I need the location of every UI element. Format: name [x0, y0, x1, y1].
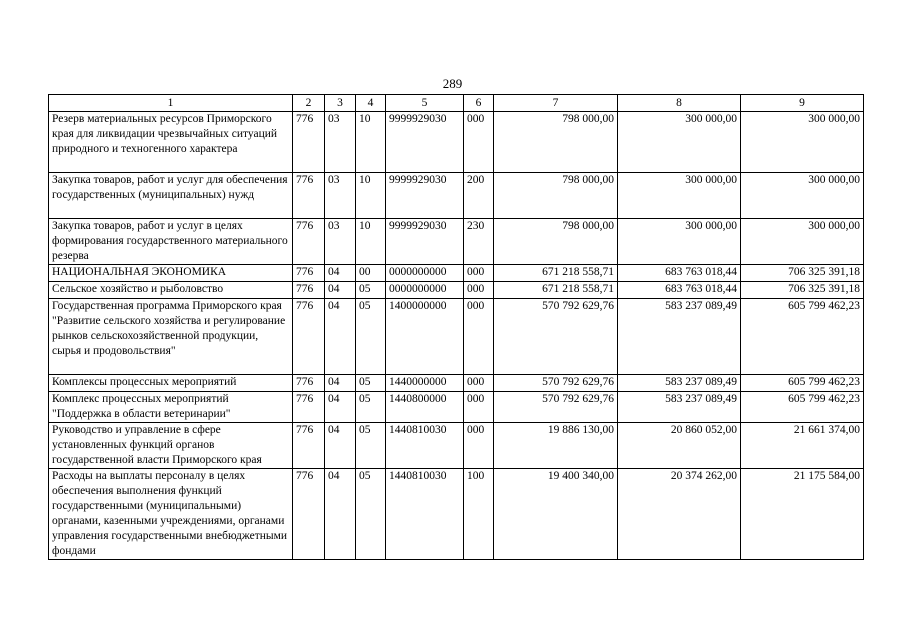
expense-name: Расходы на выплаты персоналу в целях обеспечения выполнения функций государственными (муниципальными) органами, казенными учреждениями, органами управления государственными внебюджетными фондами: [49, 469, 293, 560]
subsection-code: 05: [356, 282, 386, 299]
expense-name: Закупка товаров, работ и услуг в целях формирования государственного материального резерва: [49, 219, 293, 265]
grbs-code: 776: [293, 219, 325, 265]
column-header: 6: [464, 95, 494, 112]
expense-type-code: 000: [464, 265, 494, 282]
section-code: 03: [325, 112, 356, 173]
expense-type-code: 200: [464, 173, 494, 219]
amount-year-3: 21 661 374,00: [741, 423, 864, 469]
subsection-code: 05: [356, 423, 386, 469]
amount-year-3: 605 799 462,23: [741, 375, 864, 392]
section-code: 03: [325, 219, 356, 265]
expense-name: Руководство и управление в сфере установленных функций органов государственной власти Приморского края: [49, 423, 293, 469]
column-header: 3: [325, 95, 356, 112]
grbs-code: 776: [293, 375, 325, 392]
amount-year-2: 683 763 018,44: [618, 282, 741, 299]
amount-year-2: 20 860 052,00: [618, 423, 741, 469]
amount-year-2: 300 000,00: [618, 112, 741, 173]
grbs-code: 776: [293, 392, 325, 423]
amount-year-2: 20 374 262,00: [618, 469, 741, 560]
amount-year-3: 300 000,00: [741, 112, 864, 173]
grbs-code: 776: [293, 112, 325, 173]
target-article-code: 1400000000: [386, 299, 464, 375]
expense-name: Закупка товаров, работ и услуг для обеспечения государственных (муниципальных) нужд: [49, 173, 293, 219]
subsection-code: 05: [356, 299, 386, 375]
section-code: 04: [325, 282, 356, 299]
section-code: 04: [325, 265, 356, 282]
target-article-code: 0000000000: [386, 265, 464, 282]
amount-year-3: 605 799 462,23: [741, 392, 864, 423]
amount-year-1: 798 000,00: [494, 219, 618, 265]
amount-year-1: 671 218 558,71: [494, 265, 618, 282]
grbs-code: 776: [293, 469, 325, 560]
amount-year-2: 583 237 089,49: [618, 299, 741, 375]
expense-type-code: 000: [464, 299, 494, 375]
amount-year-1: 798 000,00: [494, 173, 618, 219]
section-code: 04: [325, 423, 356, 469]
amount-year-1: 570 792 629,76: [494, 375, 618, 392]
grbs-code: 776: [293, 282, 325, 299]
column-header: 8: [618, 95, 741, 112]
target-article-code: 0000000000: [386, 282, 464, 299]
amount-year-2: 583 237 089,49: [618, 392, 741, 423]
amount-year-1: 798 000,00: [494, 112, 618, 173]
table-row: [49, 423, 864, 469]
amount-year-2: 300 000,00: [618, 173, 741, 219]
grbs-code: 776: [293, 423, 325, 469]
budget-table: [48, 94, 864, 560]
target-article-code: 1440800000: [386, 392, 464, 423]
amount-year-1: 570 792 629,76: [494, 299, 618, 375]
subsection-code: 00: [356, 265, 386, 282]
amount-year-1: 19 400 340,00: [494, 469, 618, 560]
table-row: [49, 265, 864, 282]
subsection-code: 10: [356, 173, 386, 219]
table-row: [49, 299, 864, 375]
column-header: 1: [49, 95, 293, 112]
amount-year-1: 671 218 558,71: [494, 282, 618, 299]
table-row: [49, 219, 864, 265]
expense-name: Сельское хозяйство и рыболовство: [49, 282, 293, 299]
expense-type-code: 000: [464, 423, 494, 469]
amount-year-3: 706 325 391,18: [741, 282, 864, 299]
target-article-code: 1440810030: [386, 423, 464, 469]
amount-year-1: 570 792 629,76: [494, 392, 618, 423]
subsection-code: 10: [356, 219, 386, 265]
amount-year-3: 605 799 462,23: [741, 299, 864, 375]
column-header: 4: [356, 95, 386, 112]
table-row: [49, 392, 864, 423]
amount-year-3: 300 000,00: [741, 219, 864, 265]
column-header: 9: [741, 95, 864, 112]
section-code: 04: [325, 392, 356, 423]
grbs-code: 776: [293, 299, 325, 375]
table-row: [49, 282, 864, 299]
target-article-code: 9999929030: [386, 219, 464, 265]
grbs-code: 776: [293, 265, 325, 282]
subsection-code: 05: [356, 392, 386, 423]
expense-name: Государственная программа Приморского края "Развитие сельского хозяйства и регулирование рынков сельскохозяйственной продукции, сырья и продовольствия": [49, 299, 293, 375]
expense-name: Комплекс процессных мероприятий "Поддержка в области ветеринарии": [49, 392, 293, 423]
table-row: [49, 173, 864, 219]
amount-year-3: 21 175 584,00: [741, 469, 864, 560]
table-row: [49, 375, 864, 392]
expense-type-code: 000: [464, 112, 494, 173]
table-row: [49, 112, 864, 173]
target-article-code: 9999929030: [386, 173, 464, 219]
amount-year-3: 706 325 391,18: [741, 265, 864, 282]
expense-name: Комплексы процессных мероприятий: [49, 375, 293, 392]
subsection-code: 05: [356, 469, 386, 560]
amount-year-2: 300 000,00: [618, 219, 741, 265]
subsection-code: 10: [356, 112, 386, 173]
section-code: 04: [325, 469, 356, 560]
expense-type-code: 000: [464, 375, 494, 392]
amount-year-2: 583 237 089,49: [618, 375, 741, 392]
expense-type-code: 000: [464, 282, 494, 299]
amount-year-3: 300 000,00: [741, 173, 864, 219]
expense-name: НАЦИОНАЛЬНАЯ ЭКОНОМИКА: [49, 265, 293, 282]
column-header: 7: [494, 95, 618, 112]
expense-type-code: 000: [464, 392, 494, 423]
expense-type-code: 100: [464, 469, 494, 560]
expense-type-code: 230: [464, 219, 494, 265]
expense-name: Резерв материальных ресурсов Приморского края для ликвидации чрезвычайных ситуаций природного и техногенного характера: [49, 112, 293, 173]
column-header: 5: [386, 95, 464, 112]
page-number: 289: [442, 76, 463, 91]
section-code: 04: [325, 299, 356, 375]
table-row: [49, 469, 864, 560]
amount-year-1: 19 886 130,00: [494, 423, 618, 469]
amount-year-2: 683 763 018,44: [618, 265, 741, 282]
subsection-code: 05: [356, 375, 386, 392]
target-article-code: 9999929030: [386, 112, 464, 173]
grbs-code: 776: [293, 173, 325, 219]
column-header: 2: [293, 95, 325, 112]
column-number-row: [49, 95, 864, 112]
target-article-code: 1440810030: [386, 469, 464, 560]
section-code: 03: [325, 173, 356, 219]
section-code: 04: [325, 375, 356, 392]
target-article-code: 1440000000: [386, 375, 464, 392]
